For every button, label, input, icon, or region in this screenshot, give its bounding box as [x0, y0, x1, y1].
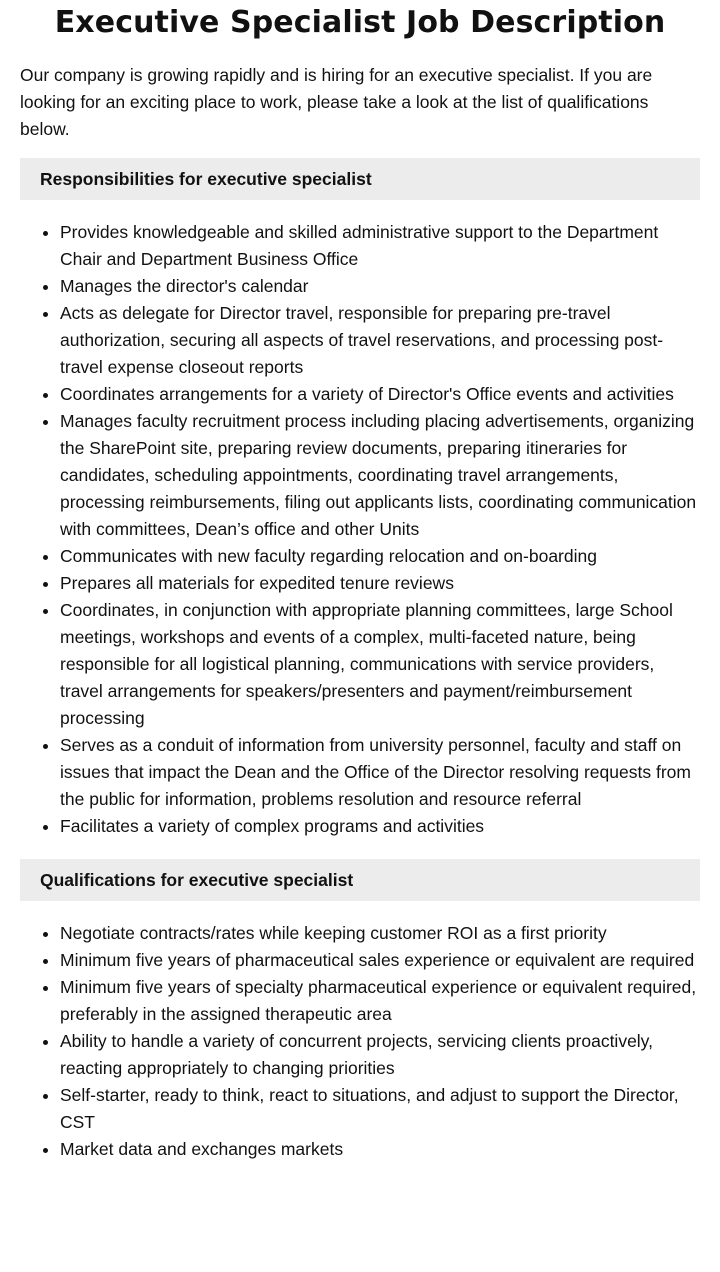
qualifications-heading: Qualifications for executive specialist	[20, 859, 700, 901]
responsibilities-list	[20, 219, 700, 840]
list-item: • Negotiate contracts/rates while keeping customer ROI as a first priority	[60, 920, 700, 947]
list-item: • Minimum five years of specialty pharmaceutical experience or equivalent required, preferably in the assigned therapeutic area	[60, 974, 700, 1028]
list-item: • Serves as a conduit of information from university personnel, faculty and staff on issues that impact the Dean and the Office of the Director resolving requests from the public for information, problems resolution and resource referral	[60, 732, 700, 813]
list-item: • Acts as delegate for Director travel, responsible for preparing pre-travel authorization, securing all aspects of travel reservations, and processing post-travel expense closeout reports	[60, 300, 700, 381]
list-item: • Manages faculty recruitment process including placing advertisements, organizing the SharePoint site, preparing review documents, preparing itineraries for candidates, scheduling appointments, coordinating travel arrangements, processing reimbursements, filing out applicants lists, coordinating communication with committees, Dean’s office and other Units	[60, 408, 700, 543]
intro-paragraph: Our company is growing rapidly and is hiring for an executive specialist. If you are looking for an exciting place to work, please take a look at the list of qualifications below.	[20, 65, 653, 139]
list-item: • Coordinates arrangements for a variety of Director's Office events and activities	[60, 381, 700, 408]
list-item: • Market data and exchanges markets	[60, 1136, 700, 1163]
list-item: • Communicates with new faculty regarding relocation and on-boarding	[60, 543, 700, 570]
list-item: • Manages the director's calendar	[60, 273, 700, 300]
list-item: • Coordinates, in conjunction with appropriate planning committees, large School meetings, workshops and events of a complex, multi-faceted nature, being responsible for all logistical planning, communications with service providers, travel arrangements for speakers/presenters and payment/reimbursement processing	[60, 597, 700, 732]
page-title: Executive Specialist Job Description	[54, 5, 666, 40]
qualifications-list	[20, 920, 700, 1163]
responsibilities-heading: Responsibilities for executive specialist	[20, 158, 700, 200]
list-item: • Ability to handle a variety of concurrent projects, servicing clients proactively, reacting appropriately to changing priorities	[60, 1028, 700, 1082]
list-item: • Provides knowledgeable and skilled administrative support to the Department Chair and Department Business Office	[60, 219, 700, 273]
list-item: • Self-starter, ready to think, react to situations, and adjust to support the Director, CST	[60, 1082, 700, 1136]
list-item: • Minimum five years of pharmaceutical sales experience or equivalent are required	[60, 947, 700, 974]
list-item: • Prepares all materials for expedited tenure reviews	[60, 570, 700, 597]
list-item: • Facilitates a variety of complex programs and activities	[60, 813, 700, 840]
